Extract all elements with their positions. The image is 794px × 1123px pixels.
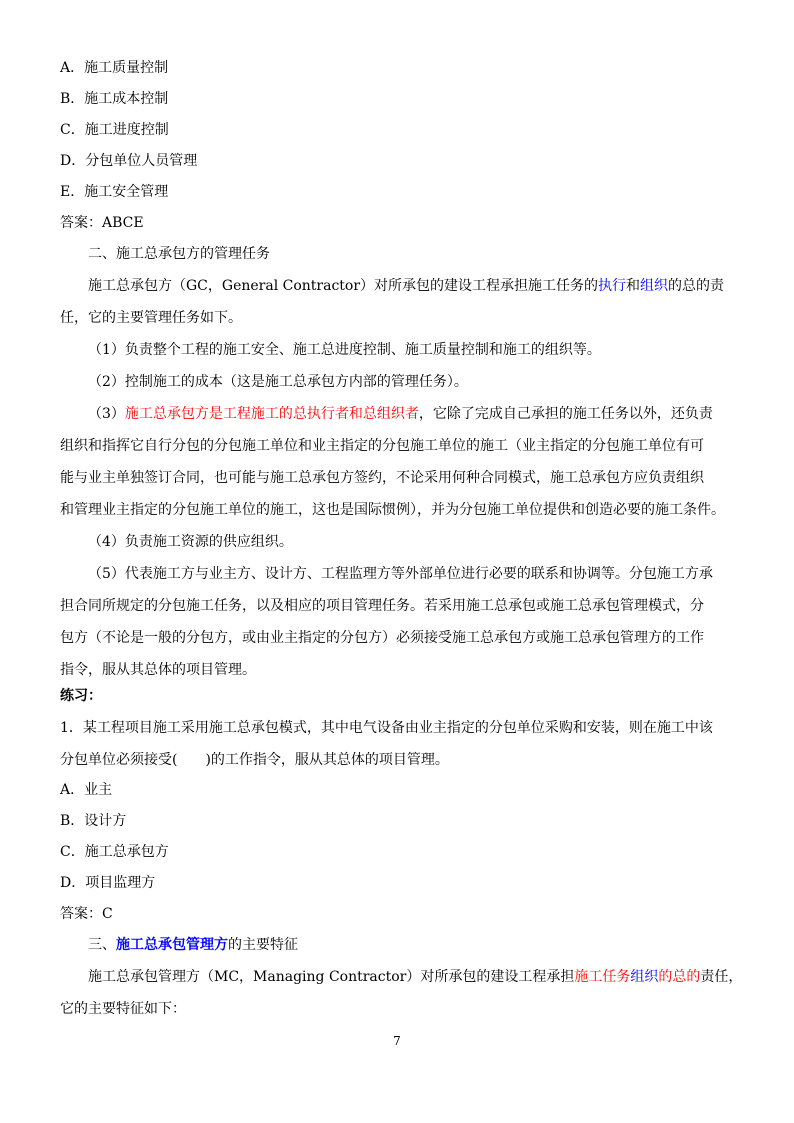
option-c: C．施工进度控制: [60, 122, 169, 138]
option-b: B．施工成本控制: [60, 91, 169, 107]
task-item-4: （4）负责施工资源的供应组织。: [88, 534, 293, 550]
task-item-3-line4: 和管理业主指定的分包施工单位的施工，这也是国际惯例），并为分包施工单位提供和创造必要的施工条件。: [60, 502, 725, 518]
task-item-3-line3: 能与业主单独签订合同，也可能与施工总承包方签约，不论采用何种合同模式，施工总承包方应负责组织: [60, 470, 704, 486]
section3-intro-line1: [88, 969, 743, 985]
intro-text-e: 的总的责: [668, 278, 725, 294]
exercise-label: 练习：: [60, 688, 102, 704]
intro-text-a: 施工总承包方（GC，General Contractor）对所承包的建设工程承担施工任务的: [88, 278, 599, 294]
item3-red-highlight: 施工总承包方是工程施工的总执行者和总组织者: [124, 406, 419, 422]
question-1-line1: 1．某工程项目施工采用施工总承包模式，其中电气设备由业主指定的分包单位采购和安装，则在施工中该: [60, 720, 713, 736]
task-item-3-line1: [88, 406, 740, 422]
item3-number: （3）: [88, 406, 125, 422]
s3-red-construction-task: 施工任务: [574, 969, 631, 985]
s3-intro-text-e: 责任，: [700, 969, 743, 985]
task-item-5-line1: （5）代表施工方与业主方、设计方、工程监理方等外部单位进行必要的联系和协调等。分包施工方承: [88, 566, 713, 582]
section3-heading-tail: 的主要特征: [228, 937, 298, 953]
section3-intro-line2: 它的主要特征如下：: [60, 1001, 186, 1017]
section2-intro-line2: 任，它的主要管理任务如下。: [60, 310, 242, 326]
task-item-1: （1）负责整个工程的施工安全、施工总进度控制、施工质量控制和施工的组织等。: [88, 342, 601, 358]
task-item-5-line2: 担合同所规定的分包施工任务，以及相应的项目管理任务。若采用施工总承包或施工总承包管理模式，分: [60, 598, 704, 614]
s3-blue-organization: 组织: [630, 969, 659, 985]
task-item-5-line4: 指令，服从其总体的项目管理。: [60, 662, 256, 678]
q1-option-b: B．设计方: [60, 813, 127, 829]
answer-1: 答案：ABCE: [60, 215, 144, 231]
page-number: 7: [393, 1034, 401, 1048]
q1-option-c: C．施工总承包方: [60, 844, 169, 860]
intro-text-c: 和: [626, 278, 641, 294]
q1-option-d: D．项目监理方: [60, 875, 156, 891]
q1-answer: 答案：C: [60, 906, 113, 922]
section2-heading: 二、施工总承包方的管理任务: [88, 246, 270, 262]
option-e: E．施工安全管理: [60, 184, 169, 200]
section3-number: 三、: [88, 937, 116, 953]
s3-red-overall: 的总的: [658, 969, 701, 985]
task-item-2: （2）控制施工的成本（这是施工总承包方内部的管理任务）。: [88, 374, 468, 390]
option-d: D．分包单位人员管理: [60, 153, 198, 169]
q1-option-a: A．业主: [60, 782, 113, 798]
section2-intro-line1: [88, 278, 740, 294]
section3-blue-title: 施工总承包管理方: [116, 937, 228, 953]
section3-heading: [88, 937, 768, 953]
option-a: A．施工质量控制: [60, 60, 169, 76]
item3-text: ，它除了完成自己承担的施工任务以外，还负责: [418, 406, 713, 422]
task-item-5-line3: 包方（不论是一般的分包方，或由业主指定的分包方）必须接受施工总承包方或施工总承包管理方的工作: [60, 630, 704, 646]
task-item-3-line2: 组织和指挥它自行分包的分包施工单位和业主指定的分包施工单位的施工（业主指定的分包施工单位有可: [60, 438, 704, 454]
intro-blue-organization: 组织: [640, 278, 669, 294]
s3-intro-text-a: 施工总承包管理方（MC，Managing Contractor）对所承包的建设工程承担: [88, 969, 575, 985]
intro-blue-execution: 执行: [598, 278, 627, 294]
question-1-line2: 分包单位必须接受( )的工作指令，服从其总体的项目管理。: [60, 752, 449, 768]
